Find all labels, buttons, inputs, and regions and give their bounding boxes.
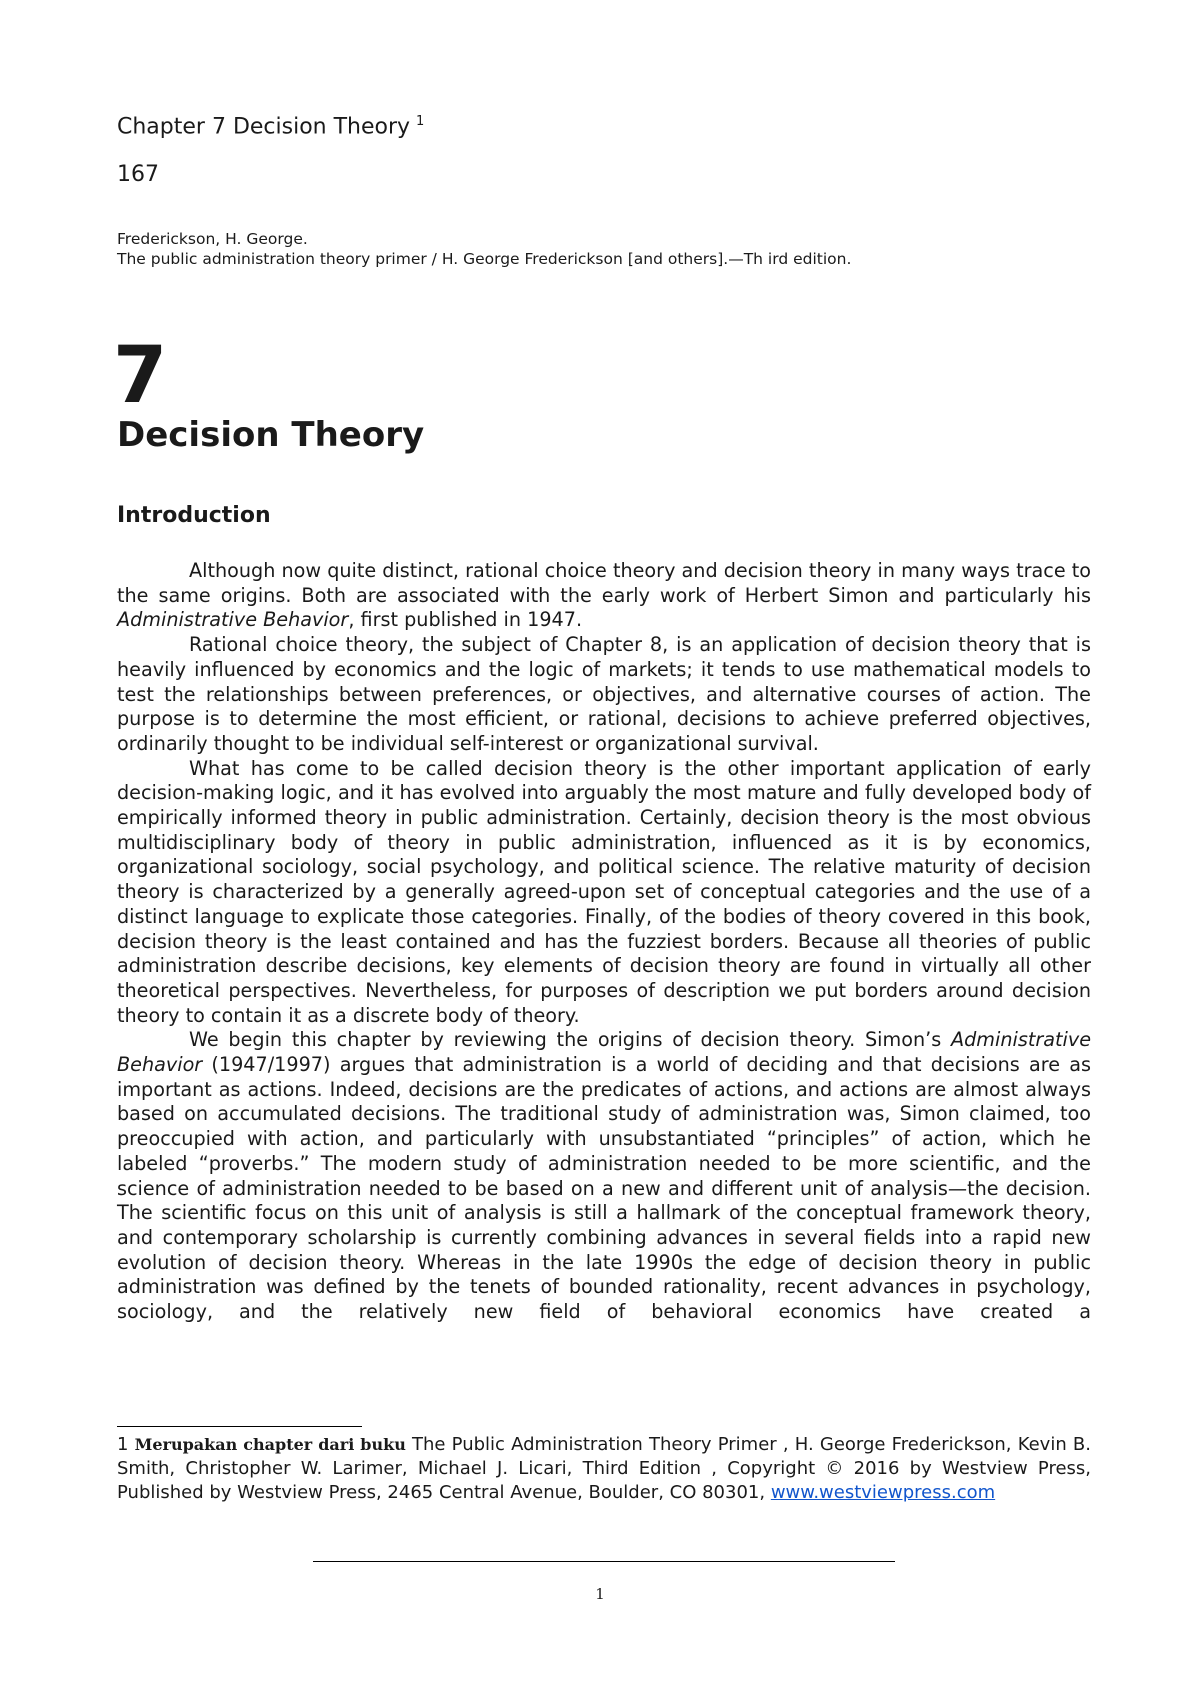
footnote-reference[interactable]: 1 <box>416 114 425 129</box>
footnote-number: 1 <box>117 1434 129 1455</box>
book-title-italic: Administrative Behavior <box>117 1028 1091 1077</box>
chapter-number: 7 <box>113 331 168 421</box>
paragraph-text: Rational choice theory, the subject of Chapter 8, is an application of decision theory that is heavily influenced by economics and the logic of markets; it tends to use mathematical models to test the relationships between preferences, or objectives, and alternative courses of action. The purpose is to determine the most efficient, or rational, decisions to achieve preferred objectives, ordinarily thought to be individual self-interest or organizational survival. <box>117 633 1091 755</box>
section-heading: Introduction <box>117 503 271 528</box>
paragraph-1 <box>117 559 1091 633</box>
paragraph-text: Although now quite distinct, rational choice theory and decision theory in many ways trace to the same origins. Both are associated with the early work of Herbert Simon and particularly his <box>117 559 1091 607</box>
footnote-text: The Public Administration Theory Primer , H. George Frederickson, Kevin B. Smith, Christopher W. Larimer, Michael J. Licari, Third Edition , Copyright © 2016 by Westview Press, Published by Westview Press, 2465 Central Avenue, Boulder, CO 80301, <box>117 1434 1091 1503</box>
citation-line: The public administration theory primer / H. George Frederickson [and others].—Th ird edition. <box>117 250 852 268</box>
running-header-title <box>117 114 424 139</box>
footer-rule <box>313 1561 895 1562</box>
footnote-separator <box>117 1426 362 1427</box>
citation-author: Frederickson, H. George. <box>117 230 308 248</box>
paragraph-text: What has come to be called decision theory is the other important application of early decision-making logic, and it has evolved into arguably the most mature and fully developed body of empirically informed theory in public administration. Certainly, decision theory is the most obvious multidisciplinary body of theory in public administration, influenced as it is by economics, organizational sociology, social psychology, and political science. The relative maturity of decision theory is characterized by a generally agreed-upon set of conceptual categories and the use of a distinct language to explicate those categories. Finally, of the bodies of theory covered in this book, decision theory is the least contained and has the fuzziest borders. Because all theories of public administration describe decisions, key elements of decision theory are found in virtually all other theoretical perspectives. Nevertheless, for purposes of description we put borders around decision theory to contain it as a discrete body of theory. <box>117 756 1091 1027</box>
running-header-text: Chapter 7 Decision Theory <box>117 114 411 140</box>
paragraph-text: We begin this chapter by reviewing the origins of decision theory. Simon’s <box>189 1028 951 1052</box>
footnote <box>117 1433 1091 1505</box>
book-title-italic: Administrative Behavior <box>117 608 349 632</box>
citation-block <box>117 229 937 269</box>
running-header-page-number: 167 <box>117 162 159 187</box>
paragraph-2 <box>117 633 1091 757</box>
paragraph-4 <box>117 1028 1091 1324</box>
footer-page-number: 1 <box>595 1585 605 1603</box>
publisher-link[interactable]: www.westviewpress.com <box>770 1482 996 1503</box>
footnote-lead: Merupakan chapter dari buku <box>134 1435 406 1454</box>
paragraph-text: , first published in 1947. <box>348 608 583 632</box>
paragraph-text: (1947/1997) argues that administration is a world of deciding and that decisions are as important as actions. Indeed, decisions are the predicates of actions, and actions are almost always based on accumulated decisions. The traditional study of administration was, Simon claimed, too preoccupied with action, and particularly with unsubstantiated “principles” of action, which he labeled “proverbs.” The modern study of administration needed to be more scientific, and the science of administration needed to be based on a new and different unit of analysis—the decision. The scientific focus on this unit of analysis is still a hallmark of the conceptual framework theory, and contemporary scholarship is currently combining advances in several fields into a rapid new evolution of decision theory. Whereas in the late 1990s the edge of decision theory in public administration was defined by the tenets of bounded rationality, recent advances in psychology, sociology, and the relatively new field of behavioral economics have created a <box>117 1053 1091 1324</box>
paragraph-3 <box>117 757 1091 1029</box>
chapter-title: Decision Theory <box>117 415 425 455</box>
body-text <box>117 559 1091 1325</box>
